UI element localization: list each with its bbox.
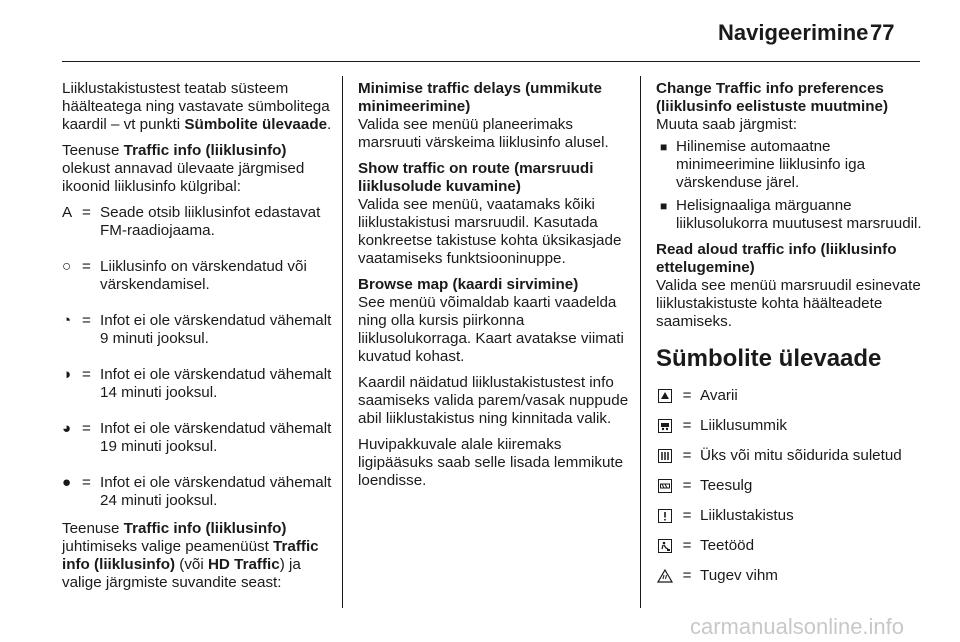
warning-icon [656,507,674,525]
status-def-9min: ◔ = Infot ei ole värskendatud vähemalt 9 minuti jooksul. [62,312,332,347]
status-def-searching: A = Seade otsib liiklusinfot edastavat FM-raadiojaama. [62,204,321,239]
bullet-icon: ■ [660,199,668,213]
status-def-19min: ◕ = Infot ei ole värskendatud vähemalt 19 minuti jooksul. [62,420,332,455]
list-item: ■ Helisignaaliga märguanne liiklusolukorra muutusest marsruudil. [660,197,922,232]
circle-half-icon: ◑ [62,366,72,383]
heavy-rain-icon [656,567,674,585]
page-header-title: Navigeerimine [718,20,869,45]
page-number: 77 [870,20,895,45]
option-minimise-delays: Minimise traffic delays (ummikute minimeerimine) Valida see menüü planeerimaks marsruuti värskeima liiklusinfo alusel. [358,80,609,151]
option-read-aloud: Read aloud traffic info (liiklusinfo ettelugemine) Valida see menüü marsruudil esinevate liiklustakistuste kohta häälteadete saamiseks. [656,241,921,330]
status-def-updated: ○ = Liiklusinfo on värskendatud või värskendamisel. [62,258,307,293]
status-icons-intro: Teenuse Traffic info (liiklusinfo) olekust annavad ülevaate järgmised ikoonid liiklusinfo külgribal: [62,142,305,195]
column-divider-1 [342,76,343,608]
column-2 [358,80,630,498]
column-3 [656,80,924,591]
symbol-row-road-closed: = Teesulg [656,471,924,501]
column-1 [62,80,332,600]
intro-paragraph: Liiklustakistustest teatab süsteem häälteatega ning vastavate sümbolitega kaardil – vt punkti Sümbolite ülevaade. [62,80,332,133]
symbol-row-traffic-jam: = Liiklusummik [656,411,924,441]
list-item: ■ Hilinemise automaatne minimeerimine liiklusinfo iga värskenduse järel. [660,138,866,191]
menu-instructions: Teenuse Traffic info (liiklusinfo) juhtimiseks valige peamenüüst Traffic info (liiklusinfo) (või HD Traffic) ja valige järgmiste suvandite seast: [62,520,319,591]
circle-quarter-icon: ◔ [62,312,72,329]
option-browse-map: Browse map (kaardi sirvimine) See menüü võimaldab kaarti vaadelda ning olla kursis piirkonna liiklusolukorraga. Kaart avatakse viimati kuvatud kohast. [358,276,624,365]
circle-empty-icon: ○ [62,258,72,275]
circle-three-quarter-icon: ◕ [62,420,72,437]
bullet-icon: ■ [660,140,668,154]
column-divider-2 [640,76,641,608]
searching-icon: A [62,204,73,221]
lane-closed-icon [656,447,674,465]
status-def-14min: ◑ = Infot ei ole värskendatud vähemalt 14 minuti jooksul. [62,366,332,401]
circle-full-icon: ● [62,474,72,491]
header-rule [62,61,920,62]
status-def-24min: ● = Infot ei ole värskendatud vähemalt 24 minuti jooksul. [62,474,332,509]
section-heading: Sümbolite ülevaade [656,345,882,372]
symbol-row-obstruction: = Liiklustakistus [656,501,924,531]
option-show-traffic: Show traffic on route (marsruudi liiklusolude kuvamine) Valida see menüü, vaatamaks kõiki liiklustakistusi marsruudil. Kasutada konkreetse takistuse kohta üksikasjade vaatamiseks funktsiooninuppe. [358,160,622,267]
symbol-row-accident: = Avarii [656,381,924,411]
symbol-row-lane-closed: = Üks või mitu sõidurida suletud [656,441,924,471]
browse-map-para-2: Kaardil näidatud liiklustakistustest info saamiseks valida parem/vasak nuppude abil liiklustakistus ning kinnitada valik. [358,374,629,427]
accident-icon [656,387,674,405]
symbol-row-heavy-rain: = Tugev vihm [656,561,924,591]
symbol-row-roadworks: = Teetööd [656,531,924,561]
watermark: carmanualsonline.info [690,614,905,639]
roadworks-icon [656,537,674,555]
road-closed-icon [656,477,674,495]
browse-map-para-3: Huvipakkuvale alale kiiremaks ligipääsuks saab selle lisada lemmikute loendisse. [358,436,624,489]
option-change-preferences: Change Traffic info preferences (liiklusinfo eelistuste muutmine) Muuta saab järgmist: [656,80,889,133]
traffic-jam-icon [656,417,674,435]
